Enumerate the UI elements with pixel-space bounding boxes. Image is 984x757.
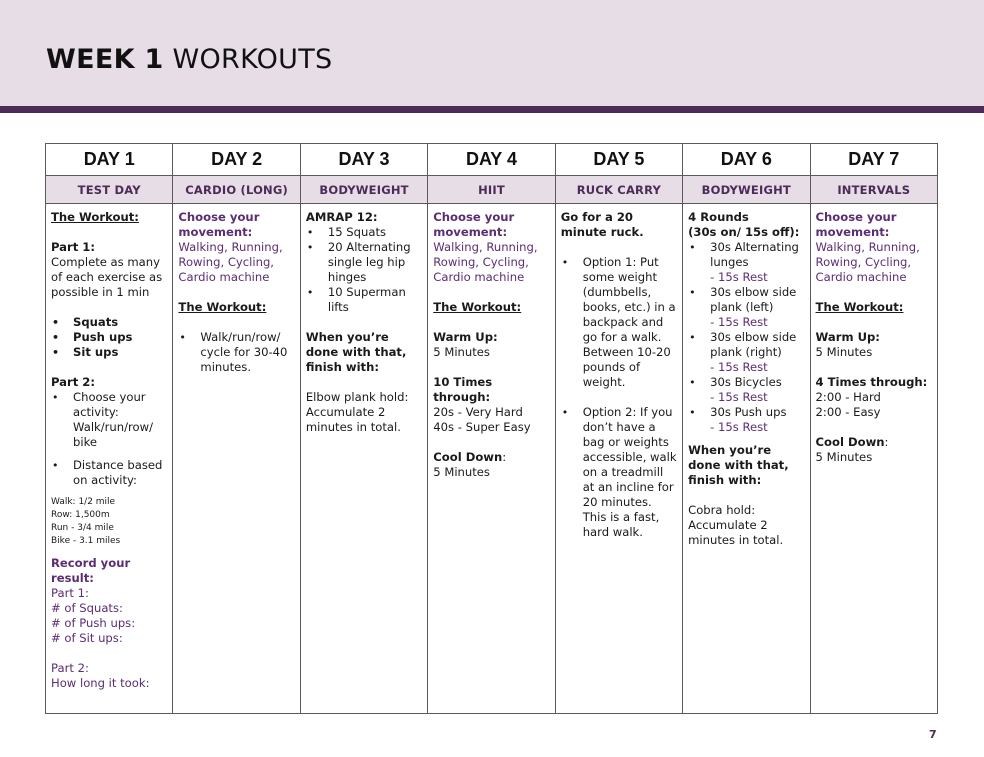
- record-line: Part 2:: [51, 661, 89, 675]
- list-item: • 10 Superman lifts: [306, 285, 423, 315]
- record-line: How long it took:: [51, 676, 150, 690]
- day6-list: [688, 240, 805, 435]
- workout-type: CARDIO (LONG): [173, 176, 300, 204]
- list-item: • Squats: [51, 315, 168, 330]
- workout-type: HIIT: [428, 176, 555, 204]
- day5-intro: Go for a 20 minute ruck.: [560, 210, 644, 239]
- day7-cooldown: 5 Minutes: [815, 450, 873, 464]
- day-header: DAY 1: [46, 144, 173, 176]
- page-title-week: WEEK 1: [46, 44, 164, 75]
- workout-type-row: [46, 176, 938, 204]
- day6-finish: When you’re done with that, finish with:: [688, 443, 789, 487]
- interval-line: 2:00 - Hard: [815, 390, 881, 404]
- day2-cell: [173, 204, 300, 714]
- day3-plank: Elbow plank hold: Accumulate 2 minutes in total.: [305, 390, 409, 434]
- interval-line: 20s - Very Hard: [433, 405, 523, 419]
- day4-movements: Walking, Running, Rowing, Cycling, Cardio machine: [433, 240, 538, 284]
- day4-cell: [428, 204, 555, 714]
- day5-cell: [555, 204, 682, 714]
- list-item: • 30s Push ups: [688, 405, 805, 420]
- day1-record-label: Record your result:: [51, 556, 131, 585]
- workout-type: INTERVALS: [810, 176, 937, 204]
- list-item: • 30s Bicycles: [688, 375, 805, 390]
- record-line: # of Squats:: [51, 601, 123, 615]
- day6-cobra: Cobra hold: Accumulate 2 minutes in total.: [688, 503, 784, 547]
- list-item: • Option 2: If you don’t have a bag or weights accessible, walk on a treadmill at an incline for 20 minutes. This is a fast, hard walk.: [561, 405, 678, 540]
- record-line: Part 1:: [51, 586, 89, 600]
- list-item: • Distance based on activity:: [51, 458, 168, 488]
- list-item: • 30s elbow side plank (right): [688, 330, 805, 360]
- day4-workout-heading: The Workout:: [433, 300, 522, 314]
- list-item: • Choose your activity: Walk/run/row/ bike: [51, 390, 168, 450]
- distance-line: Walk: 1/2 mile: [51, 497, 116, 507]
- day3-list: [306, 225, 423, 315]
- day4-cooldown-label-line: [433, 450, 550, 465]
- workout-type: BODYWEIGHT: [300, 176, 427, 204]
- distance-line: Bike - 3.1 miles: [51, 536, 121, 546]
- list-item: • 20 Alternating single leg hip hinges: [306, 240, 423, 285]
- workout-type: BODYWEIGHT: [683, 176, 810, 204]
- distance-line: Run - 3/4 mile: [51, 523, 114, 533]
- day7-workout-heading: The Workout:: [815, 300, 904, 314]
- day4-times-label: 10 Times through:: [433, 375, 493, 404]
- workout-type: RUCK CARRY: [555, 176, 682, 204]
- page-title-workouts: WORKOUTS: [172, 44, 333, 75]
- list-item: • Option 1: Put some weight (dumbbells, books, etc.) in a backpack and go for a walk. Between 10-20 pounds of weight.: [561, 255, 678, 390]
- list-item: • Walk/run/row/ cycle for 30-40 minutes.: [178, 330, 295, 375]
- day-header: DAY 4: [428, 144, 555, 176]
- day2-list: [178, 330, 295, 375]
- page-number: 7: [929, 728, 937, 741]
- day7-warmup: 5 Minutes: [815, 345, 873, 359]
- day-header: DAY 5: [555, 144, 682, 176]
- day5-list: [561, 255, 678, 540]
- day2-choose-label: Choose your movement:: [178, 210, 260, 239]
- page-title: [46, 44, 332, 75]
- day3-finish: When you’re done with that, finish with:: [305, 330, 407, 374]
- workout-body-row: [46, 204, 938, 714]
- day7-times-label: 4 Times through:: [815, 375, 928, 389]
- interval-line: 2:00 - Easy: [815, 405, 881, 419]
- day6-cell: [683, 204, 810, 714]
- rest-line: - 15s Rest: [710, 420, 768, 434]
- day6-rounds-sub: (30s on/ 15s off):: [688, 225, 800, 239]
- header-rule: [0, 106, 984, 113]
- day7-cooldown-colon: :: [884, 435, 889, 449]
- list-item: • Push ups: [51, 330, 168, 345]
- day7-cooldown-label: Cool Down: [815, 435, 885, 449]
- day3-amrap: AMRAP 12:: [305, 210, 378, 224]
- rest-line: - 15s Rest: [710, 315, 768, 329]
- workout-type: TEST DAY: [46, 176, 173, 204]
- day1-exercise-list: [51, 315, 168, 360]
- day4-cooldown-label: Cool Down: [433, 450, 503, 464]
- day7-cooldown-label-line: [816, 435, 933, 450]
- day1-part1-text: Complete as many of each exercise as possible in 1 min: [51, 255, 163, 299]
- workout-table: [45, 143, 938, 714]
- list-item: • 15 Squats: [306, 225, 423, 240]
- day1-part2-list: [51, 390, 168, 488]
- day-header: DAY 2: [173, 144, 300, 176]
- day2-movements: Walking, Running, Rowing, Cycling, Cardio machine: [178, 240, 283, 284]
- record-line: # of Sit ups:: [51, 631, 123, 645]
- day1-part1-label: Part 1:: [51, 240, 96, 254]
- list-item: • 30s elbow side plank (left): [688, 285, 805, 315]
- day7-cell: [810, 204, 937, 714]
- day4-cooldown-colon: :: [502, 450, 507, 464]
- day4-cooldown: 5 Minutes: [433, 465, 490, 479]
- day6-rounds: 4 Rounds: [688, 210, 749, 224]
- distance-line: Row: 1,500m: [51, 510, 110, 520]
- list-item: • Sit ups: [51, 345, 168, 360]
- day-header: DAY 6: [683, 144, 810, 176]
- day4-warmup: 5 Minutes: [433, 345, 490, 359]
- list-item: • 30s Alternating lunges: [688, 240, 805, 270]
- interval-line: 40s - Super Easy: [433, 420, 531, 434]
- day1-part2-label: Part 2:: [51, 375, 96, 389]
- day-header: DAY 3: [300, 144, 427, 176]
- day-header-row: [46, 144, 938, 176]
- day4-choose-label: Choose your movement:: [433, 210, 515, 239]
- day1-workout-heading: The Workout:: [51, 210, 139, 224]
- day4-warmup-label: Warm Up:: [433, 330, 498, 344]
- rest-line: - 15s Rest: [710, 270, 768, 284]
- day3-cell: [300, 204, 427, 714]
- day7-choose-label: Choose your movement:: [815, 210, 897, 239]
- day2-workout-heading: The Workout:: [178, 300, 267, 314]
- day-header: DAY 7: [810, 144, 937, 176]
- rest-line: - 15s Rest: [710, 390, 768, 404]
- day7-movements: Walking, Running, Rowing, Cycling, Cardio machine: [815, 240, 920, 284]
- day1-cell: [46, 204, 173, 714]
- record-line: # of Push ups:: [51, 616, 136, 630]
- rest-line: - 15s Rest: [710, 360, 768, 374]
- day7-warmup-label: Warm Up:: [815, 330, 880, 344]
